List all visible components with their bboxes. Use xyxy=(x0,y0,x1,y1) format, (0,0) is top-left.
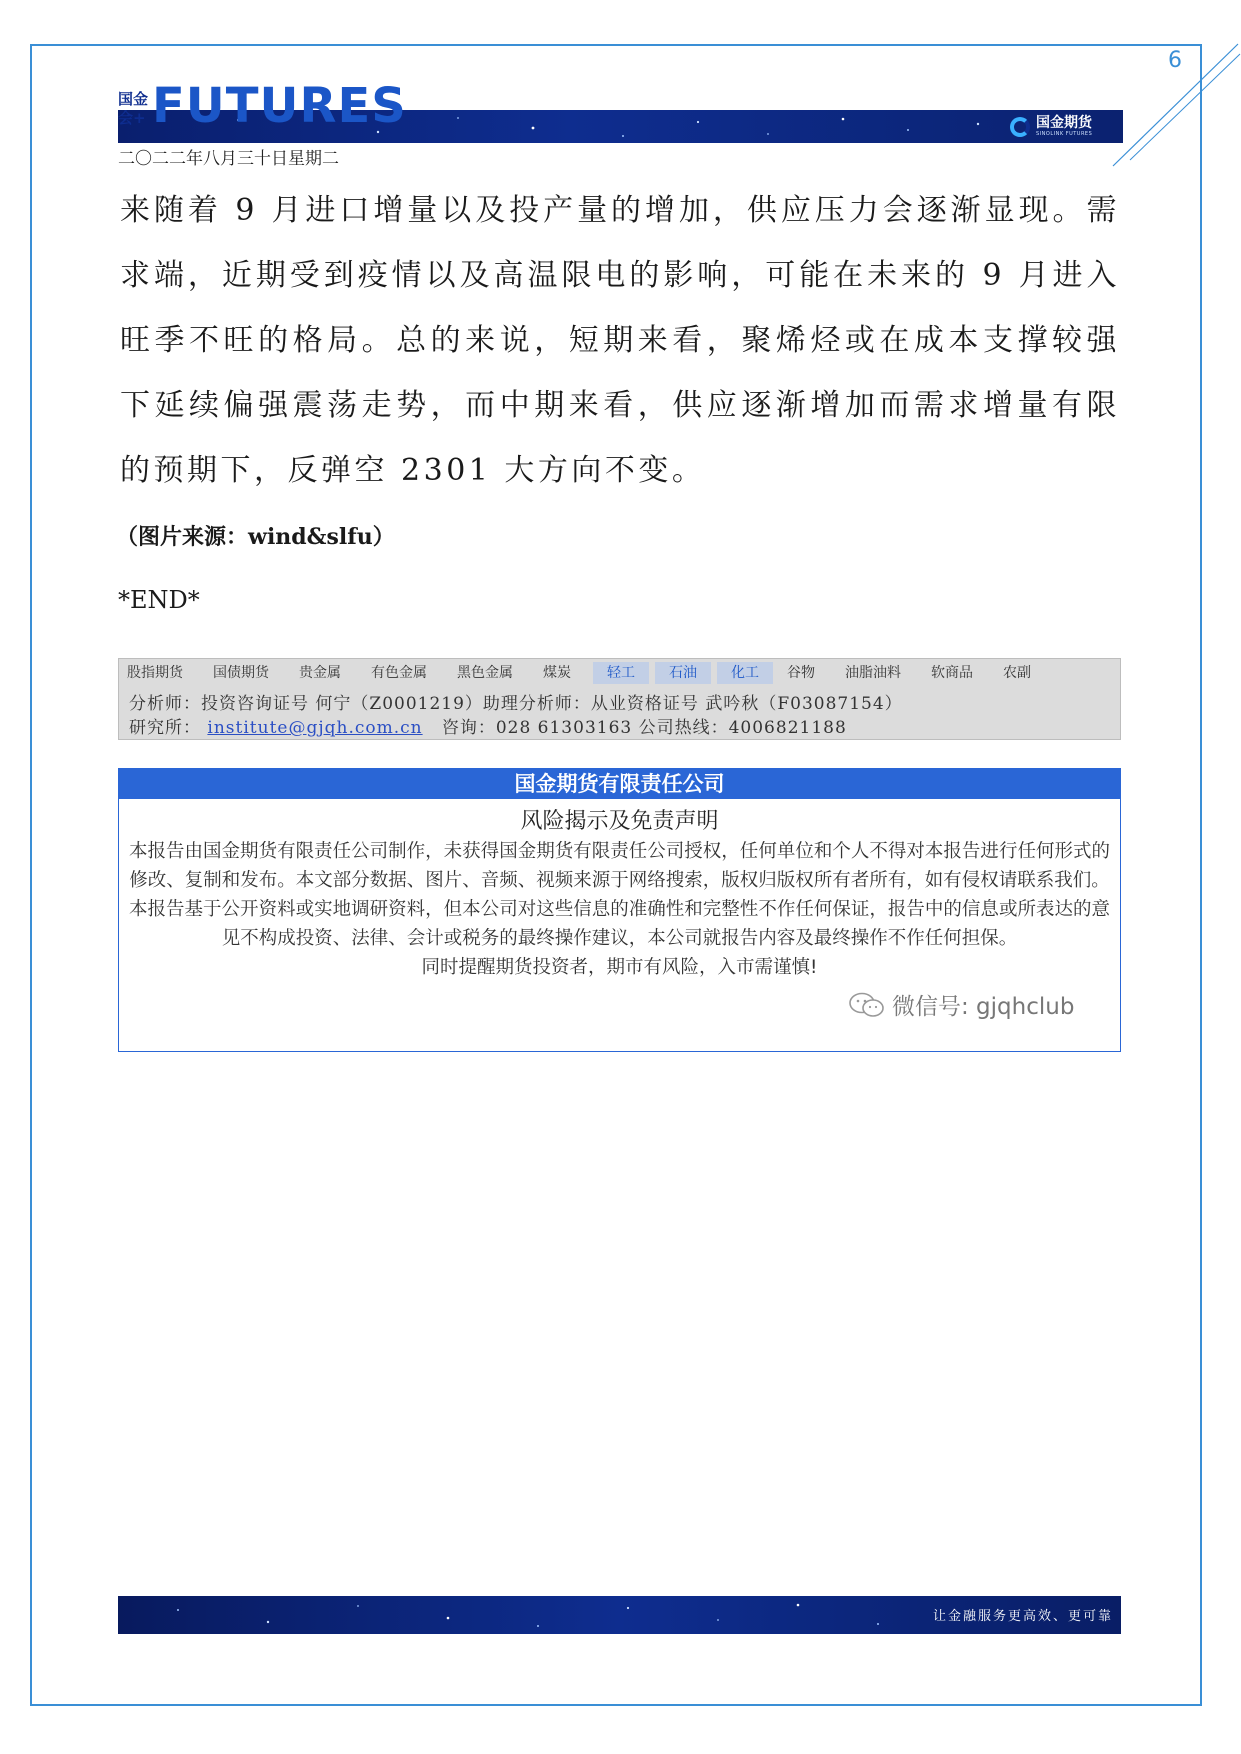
wechat-icon xyxy=(848,991,886,1019)
wechat-id: 微信号: gjqhclub xyxy=(892,994,1075,1020)
nav-item-9[interactable]: 谷物 xyxy=(787,665,815,681)
contact-numbers: 咨询：028 61303163 公司热线：4006821188 xyxy=(441,718,847,738)
brand-name-en: SINOLINK FUTURES xyxy=(1036,131,1093,137)
nav-item-6[interactable]: 轻工 xyxy=(593,662,649,684)
report-date: 二〇二二年八月三十日星期二 xyxy=(118,149,339,169)
category-nav xyxy=(119,661,1120,685)
brand-mark xyxy=(1010,113,1092,141)
futures-logo: FUTURES xyxy=(152,78,407,134)
nav-item-12[interactable]: 农副 xyxy=(1003,665,1031,681)
brand-name-cn: 国金期货 xyxy=(1036,115,1092,131)
logo-small-text: 国金会+ xyxy=(118,90,149,127)
end-mark: *END* xyxy=(118,586,200,614)
corner-decoration xyxy=(1110,40,1241,180)
disclaimer-company: 国金期货有限责任公司 xyxy=(119,769,1120,799)
footer-band xyxy=(118,1596,1121,1634)
nav-item-5[interactable]: 煤炭 xyxy=(543,665,571,681)
wechat-watermark xyxy=(848,988,1074,1021)
nav-item-4[interactable]: 黑色金属 xyxy=(457,665,513,681)
nav-item-10[interactable]: 油脂油料 xyxy=(845,665,901,681)
research-email-link[interactable]: institute@gjqh.com.cn xyxy=(207,718,423,738)
nav-item-11[interactable]: 软商品 xyxy=(931,665,973,681)
category-nav-box xyxy=(118,658,1121,740)
disclaimer-paragraph-1: 本报告由国金期货有限责任公司制作，未获得国金期货有限责任公司授权，任何单位和个人不得对本报告进行任何形式的修改、复制和发布。本文部分数据、图片、音频、视频来源于网络搜索，版权归版权所有者所有，如有侵权请联系我们。 xyxy=(129,841,1110,891)
research-label: 研究所： xyxy=(129,718,201,738)
analyst-info: 分析师：投资咨询证号 何宁（Z0001219）助理分析师：从业资格证号 武吟秋（F03087154） xyxy=(129,694,903,714)
disclaimer-paragraph-2: 本报告基于公开资料或实地调研资料，但本公司对这些信息的准确性和完整性不作任何保证，报告中的信息或所表达的意见不构成投资、法律、会计或税务的最终操作建议，本公司就报告内容及最终操作不作任何担保。 xyxy=(129,899,1110,949)
footer-slogan: 让金融服务更高效、更可靠 xyxy=(932,1609,1113,1624)
brand-logo-icon xyxy=(1010,117,1030,137)
analysis-paragraph: 来随着 9 月进口增量以及投产量的增加，供应压力会逐渐显现。需求端，近期受到疫情以及高温限电的影响，可能在未来的 9 月进入旺季不旺的格局。总的来说，短期来看，聚烯烃或在成本支撑较强下延续偏强震荡走势，而中期来看，供应逐渐增加而需求增量有限的预期下，反弹空 2301 大方向不变。 xyxy=(120,193,1120,488)
nav-item-2[interactable]: 贵金属 xyxy=(299,665,341,681)
image-source-note: （图片来源：wind&slfu） xyxy=(116,524,395,550)
nav-item-0[interactable]: 股指期货 xyxy=(127,665,183,681)
contact-info xyxy=(129,713,847,738)
nav-item-3[interactable]: 有色金属 xyxy=(371,665,427,681)
nav-item-1[interactable]: 国债期货 xyxy=(213,665,269,681)
nav-item-7[interactable]: 石油 xyxy=(655,662,711,684)
nav-item-8[interactable]: 化工 xyxy=(717,662,773,684)
disclaimer-title: 风险揭示及免责声明 xyxy=(520,809,719,834)
page-number: 6 xyxy=(1168,48,1182,73)
disclaimer-footer: 同时提醒期货投资者，期市有风险，入市需谨慎! xyxy=(421,957,818,978)
